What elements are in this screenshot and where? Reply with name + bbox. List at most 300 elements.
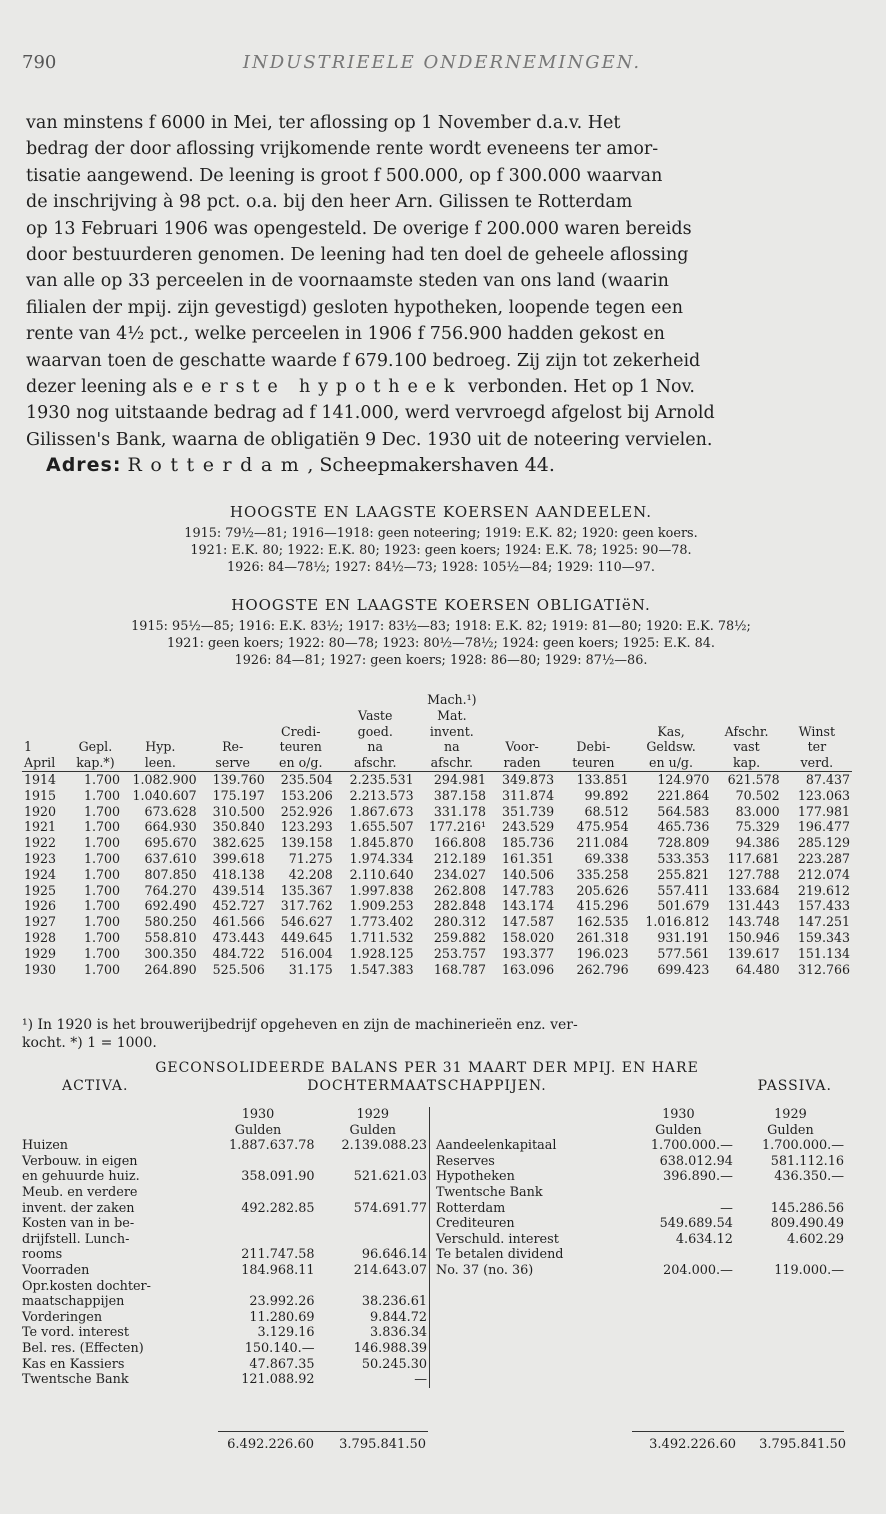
table-cell: 516.004 <box>280 945 333 961</box>
column-header <box>556 724 630 740</box>
table-cell: 131.443 <box>727 898 780 914</box>
table-cell: 212.189 <box>433 850 487 866</box>
balance-cell: Kas en Kassiers <box>22 1356 125 1372</box>
table-cell: 2.235.531 <box>349 771 414 787</box>
balance-row <box>434 1216 846 1232</box>
balance-cell: 549.689.54 <box>659 1216 733 1232</box>
table-cell: 501.679 <box>657 898 710 914</box>
column-header: Mach.¹) <box>427 692 477 707</box>
balance-cell: maatschappijen <box>22 1294 125 1310</box>
table-cell: 262.808 <box>433 882 487 898</box>
column-header: afschr. <box>416 755 488 771</box>
table-cell: 133.684 <box>727 882 780 898</box>
balance-row <box>20 1279 430 1295</box>
balance-cell: 521.621.03 <box>353 1169 427 1185</box>
activa-total-1930: 6.492.226.60 <box>227 1437 314 1452</box>
balance-cell: 50.245.30 <box>361 1356 427 1372</box>
table-cell: 159.343 <box>797 929 850 945</box>
balance-row <box>20 1201 430 1217</box>
table-cell: 71.275 <box>288 850 333 866</box>
table-cell: 177.981 <box>797 803 850 819</box>
spaced-emphasis: eerste hypotheek <box>182 377 463 398</box>
table-cell: 546.627 <box>280 914 333 930</box>
table-cell: 1.909.253 <box>349 898 414 914</box>
table-cell: 1.700 <box>83 850 121 866</box>
table-cell: 580.250 <box>144 914 197 930</box>
table-cell: 1.773.402 <box>349 914 414 930</box>
column-header: Geldsw. <box>646 739 696 755</box>
table-cell: 418.138 <box>212 866 265 882</box>
activa-total-1929: 3.795.841.50 <box>339 1437 426 1452</box>
table-cell: 1.040.607 <box>132 787 197 803</box>
column-header <box>782 708 852 724</box>
table-cell: 1915 <box>24 787 57 803</box>
table-cell: 252.926 <box>280 803 333 819</box>
column-header: Gepl. <box>78 739 113 755</box>
table-cell: 177.216¹ <box>428 819 487 835</box>
year-header: 1930 <box>662 1107 695 1122</box>
table-cell: 557.411 <box>657 882 710 898</box>
address-street: , Scheepmakershaven 44. <box>307 454 555 476</box>
activa-label: ACTIVA. <box>62 1078 129 1094</box>
table-row <box>22 819 852 835</box>
table-cell: 140.506 <box>502 866 555 882</box>
table-cell: 931.191 <box>657 929 710 945</box>
table-cell: 475.954 <box>576 819 629 835</box>
body-paragraph <box>26 110 856 453</box>
balance-row <box>20 1138 430 1154</box>
table-row <box>22 914 852 930</box>
table-cell: 2.110.640 <box>349 866 414 882</box>
paragraph-line: van minstens f 6000 in Mei, ter aflossing op 1 November d.a.v. Het <box>26 113 621 133</box>
balance-cell: Kosten van in be- <box>22 1216 135 1232</box>
balance-cell: Reserves <box>436 1153 495 1169</box>
balance-cell: Rotterdam <box>436 1200 506 1216</box>
table-cell: 1928 <box>24 929 57 945</box>
table-cell: 264.890 <box>144 961 197 977</box>
balance-cell: — <box>720 1200 733 1216</box>
table-cell: 1.655.507 <box>349 819 414 835</box>
table-cell: 143.174 <box>502 898 555 914</box>
table-cell: 382.625 <box>212 835 265 851</box>
table-cell: 1.700 <box>83 866 121 882</box>
table-cell: 68.512 <box>584 803 629 819</box>
table-cell: 399.618 <box>212 850 265 866</box>
table-cell: 461.566 <box>212 914 265 930</box>
paragraph-line: tisatie aangewend. De leening is groot f 500.000, op f 300.000 waarvan <box>26 165 663 186</box>
table-cell: 335.258 <box>576 866 629 882</box>
balance-cell: 492.282.85 <box>241 1200 315 1216</box>
balance-cell: 3.836.34 <box>370 1325 427 1341</box>
table-cell: 99.892 <box>584 787 629 803</box>
table-cell: 235.504 <box>280 771 333 787</box>
line-text: verbonden. Het op 1 Nov. <box>462 377 695 398</box>
column-header: vast <box>733 739 760 755</box>
table-cell: 255.821 <box>657 866 710 882</box>
column-header <box>199 724 267 740</box>
table-cell: 70.502 <box>735 787 780 803</box>
balance-cell: 4.634.12 <box>675 1231 733 1247</box>
column-header: afschr. <box>335 755 416 771</box>
column-header <box>122 724 199 740</box>
table-cell: 147.251 <box>797 914 850 930</box>
balance-cell: drijfstell. Lunch- <box>22 1231 130 1247</box>
balance-row <box>20 1185 430 1201</box>
balance-subtitle: DOCHTERMAATSCHAPPIJEN. <box>307 1078 547 1094</box>
table-cell: 1922 <box>24 835 57 851</box>
balance-cell <box>622 1247 735 1263</box>
balance-cell: 809.490.49 <box>770 1216 844 1232</box>
column-header <box>335 692 416 708</box>
balance-cell <box>317 1232 430 1248</box>
table-cell: 673.628 <box>144 803 197 819</box>
table-cell: 157.433 <box>797 898 850 914</box>
table-row <box>22 771 852 787</box>
table-cell: 261.318 <box>576 929 629 945</box>
paragraph-line: de inschrijving à 98 pct. o.a. bij den heer Arn. Gilissen te Rotterdam <box>26 192 633 213</box>
balance-cell: No. 37 (no. 36) <box>436 1262 534 1278</box>
balance-cell: 146.988.39 <box>353 1340 427 1356</box>
table-row <box>22 930 852 946</box>
table-cell: 1925 <box>24 882 57 898</box>
column-header <box>267 708 335 724</box>
column-header: teuren <box>556 755 630 771</box>
column-header <box>22 692 69 708</box>
column-header: Mat. <box>437 707 467 723</box>
table-cell: 1.700 <box>83 961 121 977</box>
balance-row <box>20 1357 430 1373</box>
column-header <box>556 692 630 708</box>
table-cell: 1.700 <box>83 819 121 835</box>
balance-cell <box>317 1216 430 1232</box>
footnote <box>22 1016 832 1052</box>
balance-row <box>434 1247 846 1263</box>
table-cell: 64.480 <box>735 961 780 977</box>
page-header <box>22 52 862 78</box>
paragraph-line: filialen der mpij. zijn gevestigd) gesloten hypotheken, loopende tegen een <box>26 297 683 318</box>
table-cell: 1.711.532 <box>349 929 414 945</box>
column-header: Winst <box>798 723 836 739</box>
balance-cell: 23.992.26 <box>249 1294 315 1310</box>
balance-title: GECONSOLIDEERDE BALANS PER 31 MAART DER MPIJ. EN HARE <box>155 1060 699 1076</box>
balance-subheader <box>22 1078 832 1098</box>
column-header <box>122 692 199 708</box>
bonds-line: 1915: 95½—85; 1916: E.K. 83½; 1917: 83½—83; 1918: E.K. 82; 1919: 81—80; 1920: E.K. 78½; <box>131 619 751 634</box>
table-cell: 205.626 <box>576 882 629 898</box>
table-header-row <box>22 724 852 740</box>
column-header: kap.*) <box>69 755 122 771</box>
table-cell: 1.547.383 <box>349 961 414 977</box>
table-cell: 1.845.870 <box>349 835 414 851</box>
bonds-title: HOOGSTE EN LAAGSTE KOERSEN OBLIGATIëN. <box>231 596 651 614</box>
table-cell: 135.367 <box>280 882 333 898</box>
line-text: dezer leening als <box>26 377 183 398</box>
table-cell: 139.617 <box>727 945 780 961</box>
balance-cell <box>200 1216 317 1232</box>
passiva-table <box>434 1107 846 1279</box>
table-cell: 42.208 <box>288 866 333 882</box>
table-cell: 196.023 <box>576 945 629 961</box>
table-cell: 695.670 <box>144 835 197 851</box>
year-header: 1929 <box>356 1107 390 1122</box>
column-header <box>711 692 781 708</box>
balance-cell: 11.280.69 <box>249 1309 315 1325</box>
column-header <box>782 692 852 708</box>
balance-cell: 38.236.61 <box>361 1294 427 1310</box>
table-cell: 439.514 <box>212 882 265 898</box>
table-cell: 331.178 <box>433 803 487 819</box>
column-header: na <box>444 739 460 755</box>
table-cell: 577.561 <box>657 945 710 961</box>
table-cell: 764.270 <box>144 882 197 898</box>
table-cell: 234.027 <box>433 866 487 882</box>
financial-table <box>22 692 852 977</box>
table-row <box>22 883 852 899</box>
table-cell: 351.739 <box>502 803 555 819</box>
table-cell: 168.787 <box>433 961 487 977</box>
table-cell: 123.293 <box>280 819 333 835</box>
balance-cell: Vorderingen <box>22 1309 103 1325</box>
balance-cell: 9.844.72 <box>370 1309 427 1325</box>
column-header <box>22 708 69 724</box>
column-header <box>267 692 335 708</box>
table-cell: 223.287 <box>797 850 850 866</box>
table-cell: 1920 <box>24 803 57 819</box>
table-cell: 449.645 <box>280 929 333 945</box>
shares-line: 1921: E.K. 80; 1922: E.K. 80; 1923: geen koers; 1924: E.K. 78; 1925: 90—78. <box>190 543 692 558</box>
table-cell: 692.490 <box>144 898 197 914</box>
table-cell: 31.175 <box>288 961 333 977</box>
column-header <box>488 724 556 740</box>
footnote-line: kocht. *) 1 = 1000. <box>22 1035 157 1051</box>
table-cell: 117.681 <box>727 850 780 866</box>
table-cell: 317.762 <box>280 898 333 914</box>
balance-cell: 119.000.— <box>774 1262 844 1278</box>
column-header <box>488 692 556 708</box>
balance-row <box>20 1232 430 1248</box>
balance-cell: Te betalen dividend <box>436 1247 564 1263</box>
table-cell: 212.074 <box>797 866 850 882</box>
table-cell: 1.016.812 <box>645 914 710 930</box>
column-header <box>69 692 122 708</box>
table-cell: 163.096 <box>502 961 555 977</box>
table-cell: 123.063 <box>797 787 850 803</box>
column-header: goed. <box>357 723 393 739</box>
unit-header: Gulden <box>767 1122 814 1138</box>
balance-cell: Voorraden <box>22 1262 90 1278</box>
balance-cell: Twentsche Bank <box>436 1184 543 1200</box>
balance-row <box>434 1138 846 1154</box>
column-header <box>69 708 122 724</box>
balance-cell <box>317 1279 430 1295</box>
table-cell: 280.312 <box>433 914 487 930</box>
balance-cell: 3.129.16 <box>257 1325 315 1341</box>
table-cell: 1.867.673 <box>349 803 414 819</box>
table-cell: 87.437 <box>805 771 850 787</box>
table-row <box>22 867 852 883</box>
table-cell: 1.700 <box>83 914 121 930</box>
column-header <box>199 708 267 724</box>
column-header: Re- <box>222 739 244 755</box>
table-cell: 350.840 <box>212 819 265 835</box>
table-cell: 153.206 <box>280 787 333 803</box>
footnote-line: ¹) In 1920 is het brouwerijbedrijf opgeheven en zijn de machinerieën enz. ver- <box>22 1017 578 1033</box>
balance-cell: Aandeelenkapitaal <box>436 1138 557 1154</box>
balance-row <box>434 1169 846 1185</box>
table-row <box>22 835 852 851</box>
table-cell: 219.612 <box>797 882 850 898</box>
paragraph-line: door bestuurderen genomen. De leening had ten doel de geheele aflossing <box>26 245 689 266</box>
passiva-label: PASSIVA. <box>757 1078 832 1094</box>
table-header-row <box>22 755 852 771</box>
table-row <box>22 851 852 867</box>
balance-cell: 574.691.77 <box>353 1200 427 1216</box>
table-cell: 311.874 <box>502 787 555 803</box>
balance-row <box>434 1263 846 1279</box>
table-cell: 133.851 <box>576 771 629 787</box>
table-cell: 1.700 <box>83 771 121 787</box>
total-rule <box>632 1431 844 1432</box>
column-header: Afschr. <box>724 723 769 739</box>
balance-cell <box>200 1232 317 1248</box>
table-cell: 1.700 <box>83 787 121 803</box>
column-header <box>122 708 199 724</box>
table-cell: 452.727 <box>212 898 265 914</box>
table-cell: 243.529 <box>502 819 555 835</box>
balance-cell <box>735 1247 846 1263</box>
table-cell: 1929 <box>24 945 57 961</box>
unit-header: Gulden <box>349 1122 397 1138</box>
balance-cell: 581.112.16 <box>770 1153 844 1169</box>
table-cell: 473.443 <box>212 929 265 945</box>
column-header <box>631 708 712 724</box>
balance-cell <box>317 1185 430 1201</box>
table-cell: 1.700 <box>83 898 121 914</box>
balance-cell: Twentsche Bank <box>22 1372 129 1388</box>
table-row <box>22 804 852 820</box>
table-cell: 525.506 <box>212 961 265 977</box>
running-title: INDUSTRIEELE ONDERNEMINGEN. <box>242 52 642 73</box>
table-cell: 1.700 <box>83 835 121 851</box>
table-header-row <box>22 692 852 708</box>
table-cell: 285.129 <box>797 835 850 851</box>
column-header: leen. <box>122 755 199 771</box>
table-cell: 637.610 <box>144 850 197 866</box>
paragraph-line: 1930 nog uitstaande bedrag ad f 141.000, werd vervroegd afgelost bij Arnold <box>26 403 715 424</box>
column-header: Debi- <box>576 739 611 755</box>
table-cell: 196.477 <box>797 819 850 835</box>
column-header <box>556 708 630 724</box>
table-cell: 69.338 <box>584 850 629 866</box>
balance-cell: 1.700.000.— <box>650 1138 733 1154</box>
balance-row <box>434 1232 846 1248</box>
table-header-row <box>22 739 852 755</box>
balance-cell: 96.646.14 <box>361 1247 427 1263</box>
table-row <box>22 946 852 962</box>
address-label: Adres: <box>46 454 122 476</box>
shares-line: 1926: 84—78½; 1927: 84½—73; 1928: 105½—84; 1929: 110—97. <box>227 560 655 575</box>
table-cell: 465.736 <box>657 819 710 835</box>
table-cell: 699.423 <box>657 961 710 977</box>
column-header: en o/g. <box>267 755 335 771</box>
balance-cell <box>200 1154 317 1170</box>
table-cell: 1930 <box>24 961 57 977</box>
balance-row <box>20 1310 430 1326</box>
table-cell: 1.974.334 <box>349 850 414 866</box>
bonds-line: 1926: 84—81; 1927: geen koers; 1928: 86—80; 1929: 87½—86. <box>234 653 648 668</box>
balance-cell: Hypotheken <box>436 1169 515 1185</box>
balance-cell: 436.350.— <box>774 1169 844 1185</box>
table-cell: 1.928.125 <box>349 945 414 961</box>
balance-cell: 4.602.29 <box>787 1231 844 1247</box>
table-cell: 211.084 <box>576 835 629 851</box>
paragraph-line <box>26 374 856 400</box>
balance-cell: 47.867.35 <box>249 1356 315 1372</box>
balance-row <box>20 1372 430 1388</box>
table-cell: 1.700 <box>83 803 121 819</box>
balance-cell: 145.286.56 <box>770 1200 844 1216</box>
balance-cell: 358.091.90 <box>241 1169 315 1185</box>
table-cell: 349.873 <box>502 771 555 787</box>
year-header: 1929 <box>774 1107 807 1122</box>
table-cell: 94.386 <box>735 835 780 851</box>
table-cell: 175.197 <box>212 787 265 803</box>
column-header: Credi- <box>281 723 321 739</box>
balance-cell: Te vord. interest <box>22 1325 130 1341</box>
balance-cell: 1.887.637.78 <box>229 1138 315 1154</box>
table-cell: 147.783 <box>502 882 555 898</box>
balance-cell <box>317 1154 430 1170</box>
table-cell: 310.500 <box>212 803 265 819</box>
balance-cell: Bel. res. (Effecten) <box>22 1340 144 1356</box>
table-cell: 162.535 <box>576 914 629 930</box>
column-header: April <box>22 755 69 771</box>
balance-cell: 211.747.58 <box>241 1247 315 1263</box>
table-row <box>22 788 852 804</box>
column-header: Hyp. <box>145 739 176 755</box>
activa-table <box>20 1107 430 1388</box>
address <box>46 454 555 476</box>
balance-cell: 396.890.— <box>663 1169 733 1185</box>
table-cell: 150.946 <box>727 929 780 945</box>
table-cell: 807.850 <box>144 866 197 882</box>
table-cell: 1926 <box>24 898 57 914</box>
table-cell: 139.760 <box>212 771 265 787</box>
table-row <box>22 962 852 978</box>
table-cell: 185.736 <box>502 835 555 851</box>
balance-cell: 214.643.07 <box>353 1262 427 1278</box>
table-cell: 139.158 <box>280 835 333 851</box>
table-cell: 558.810 <box>144 929 197 945</box>
balance-cell: Verschuld. interest <box>436 1231 559 1247</box>
column-header <box>199 692 267 708</box>
column-header <box>22 724 69 740</box>
balance-cell: 204.000.— <box>663 1262 733 1278</box>
column-header: serve <box>199 755 267 771</box>
total-rule <box>218 1431 428 1432</box>
balance-row <box>434 1185 846 1201</box>
column-header: raden <box>488 755 556 771</box>
balance-cell <box>622 1185 735 1201</box>
table-cell: 312.766 <box>797 961 850 977</box>
table-cell: 83.000 <box>735 803 780 819</box>
passiva-total-1929: 3.795.841.50 <box>759 1437 846 1452</box>
balance-row <box>20 1247 430 1263</box>
unit-header: Gulden <box>655 1122 702 1138</box>
table-cell: 282.848 <box>433 898 487 914</box>
column-header: Voor- <box>505 739 539 755</box>
table-cell: 564.583 <box>657 803 710 819</box>
